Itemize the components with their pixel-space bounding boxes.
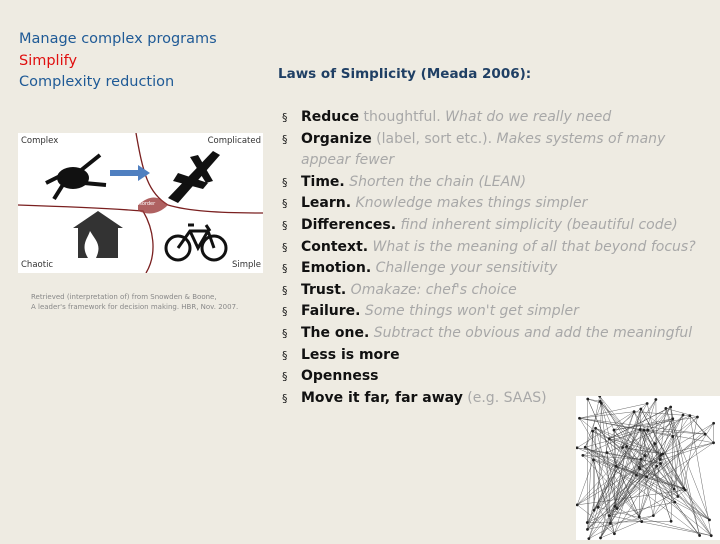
network-image (576, 396, 720, 540)
bullet-icon: § (282, 301, 288, 323)
law-item (282, 280, 702, 302)
law-description: Subtract the obvious and add the meaningful (369, 325, 692, 341)
burning-house-icon (73, 211, 123, 258)
bullet-icon: § (282, 193, 288, 215)
title-manage: Manage complex programs (19, 29, 217, 51)
law-item (282, 129, 702, 172)
bullet-icon: § (282, 258, 288, 280)
law-key: The one. (301, 325, 369, 341)
laws-list (282, 107, 702, 409)
law-description: Omakaze: chef's choice (346, 282, 517, 298)
diagram-caption (31, 292, 238, 312)
law-key: Organize (301, 131, 372, 147)
law-description: Makes systems of many appear fewer (301, 131, 665, 169)
law-key: Context. (301, 239, 368, 255)
title-simplify: Simplify (19, 51, 217, 73)
law-item (282, 258, 702, 280)
bullet-icon: § (282, 129, 288, 151)
law-note: (e.g. SAAS) (463, 390, 547, 406)
bullet-icon: § (282, 345, 288, 367)
law-item (282, 366, 702, 388)
law-item (282, 237, 702, 259)
bullet-icon: § (282, 323, 288, 345)
bullet-icon: § (282, 107, 288, 129)
law-note: thoughtful. (359, 109, 441, 125)
law-item (282, 215, 702, 237)
frog-icon (46, 155, 106, 199)
bullet-icon: § (282, 237, 288, 259)
law-key: Differences. (301, 217, 396, 233)
law-key: Less is more (301, 347, 400, 363)
label-disorder: Disorder (134, 201, 155, 207)
label-complex: Complex (21, 136, 58, 146)
cynefin-diagram (18, 133, 263, 273)
law-description: Shorten the chain (LEAN) (345, 174, 526, 190)
law-description: What is the meaning of all that beyond focus? (368, 239, 696, 255)
bullet-icon: § (282, 280, 288, 302)
law-note: (label, sort etc.). (372, 131, 492, 147)
law-item (282, 301, 702, 323)
laws-heading: Laws of Simplicity (Meada 2006): (278, 66, 531, 82)
caption-line-2: A leader's framework for decision making. HBR, Nov. 2007. (31, 302, 238, 312)
arrow-icon (110, 165, 150, 181)
law-description: Knowledge makes things simpler (351, 195, 587, 211)
law-key: Failure. (301, 303, 360, 319)
law-key: Emotion. (301, 260, 371, 276)
law-key: Reduce (301, 109, 359, 125)
bullet-icon: § (282, 366, 288, 388)
law-description: Challenge your sensitivity (371, 260, 557, 276)
law-key: Trust. (301, 282, 346, 298)
law-item (282, 193, 702, 215)
law-key: Time. (301, 174, 345, 190)
airplane-icon (168, 151, 220, 203)
law-item (282, 107, 702, 129)
law-key: Openness (301, 368, 379, 384)
network-graph (576, 396, 720, 540)
title-complexity: Complexity reduction (19, 72, 217, 94)
law-item (282, 323, 702, 345)
bullet-icon: § (282, 215, 288, 237)
slide-titles (19, 29, 217, 94)
bullet-icon: § (282, 172, 288, 194)
caption-line-1: Retrieved (interpretation of) from Snowden & Boone, (31, 292, 238, 302)
label-simple: Simple (232, 260, 261, 270)
label-chaotic: Chaotic (21, 260, 53, 270)
law-item (282, 345, 702, 367)
law-description: What do we really need (441, 109, 612, 125)
law-item (282, 172, 702, 194)
bicycle-icon (166, 225, 226, 260)
law-key: Move it far, far away (301, 390, 463, 406)
bullet-icon: § (282, 388, 288, 410)
law-description: find inherent simplicity (beautiful code) (396, 217, 678, 233)
law-key: Learn. (301, 195, 351, 211)
law-description: Some things won't get simpler (360, 303, 578, 319)
label-complicated: Complicated (208, 136, 261, 146)
